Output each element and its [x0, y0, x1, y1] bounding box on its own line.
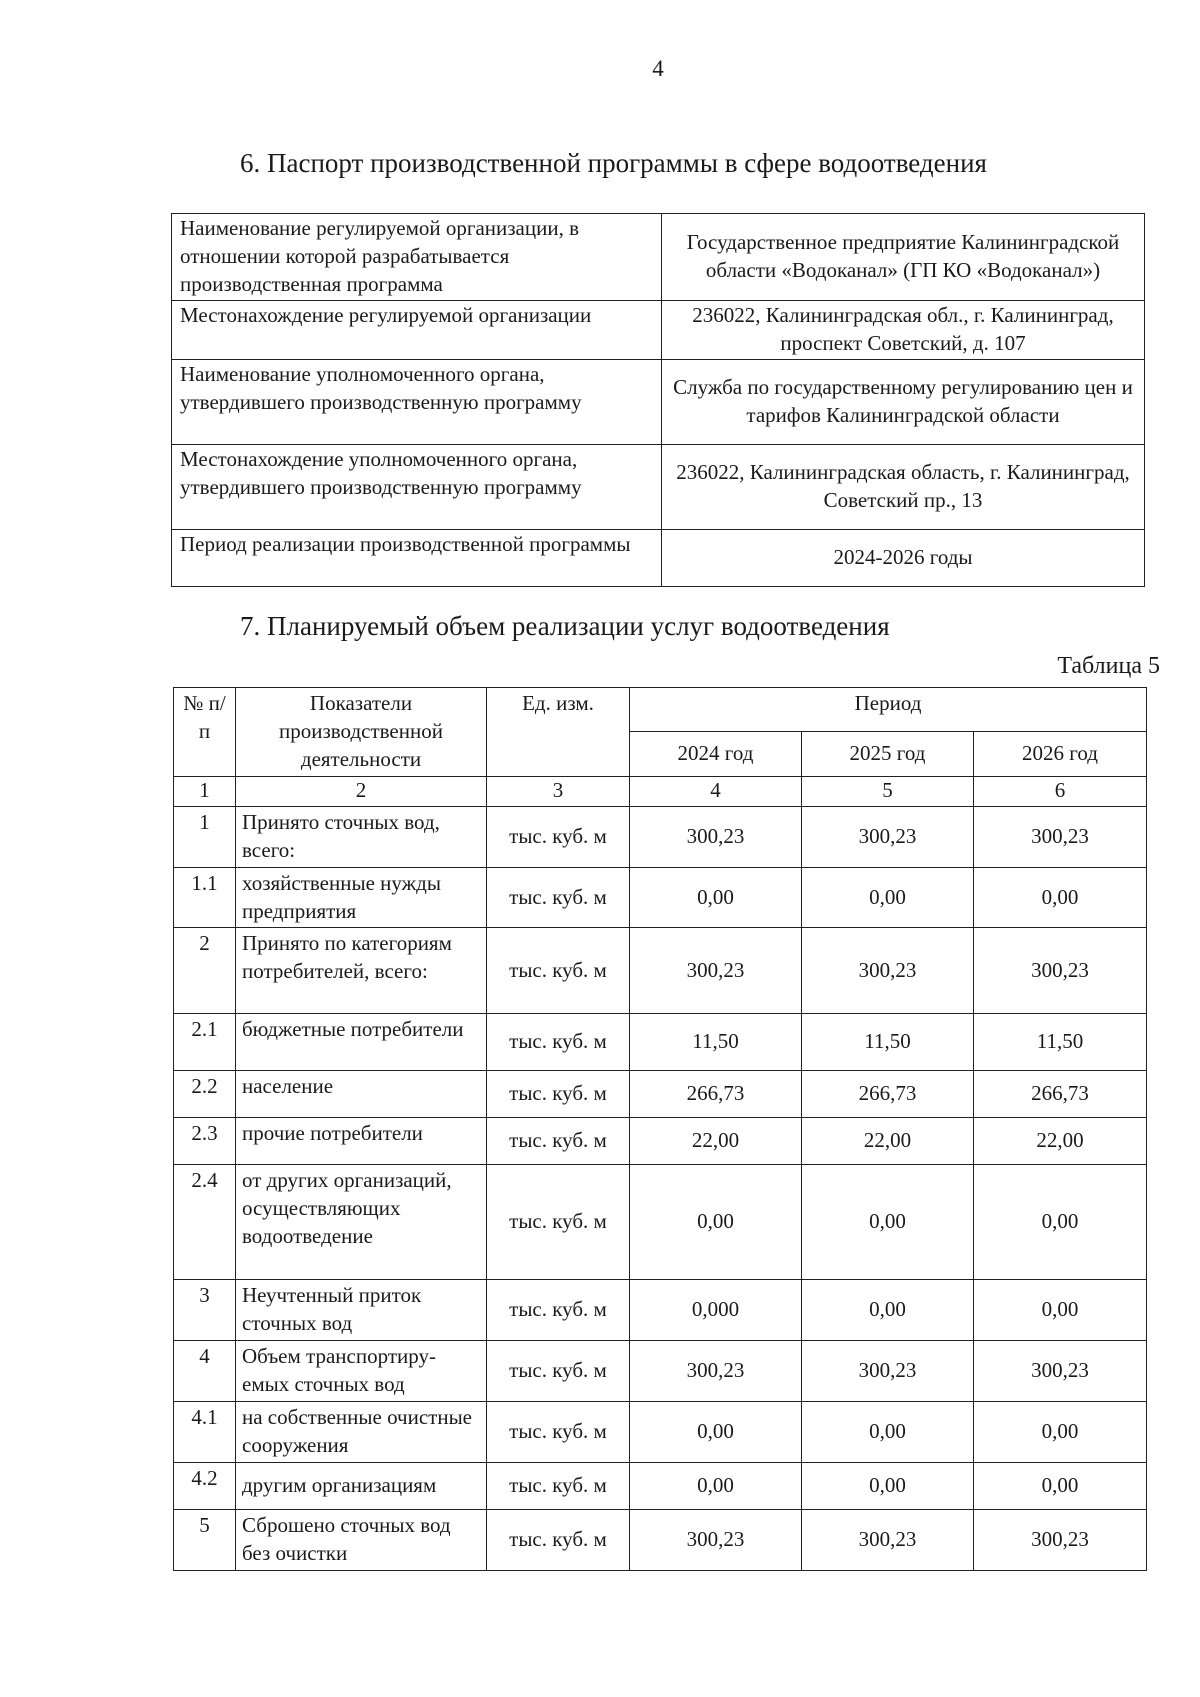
value-2024: 300,23 [630, 1509, 802, 1570]
row-number: 4.1 [174, 1402, 236, 1463]
column-numbers-row [174, 776, 1147, 806]
value-2024: 300,23 [630, 806, 802, 867]
table-row [174, 1509, 1147, 1570]
value-2025: 0,00 [802, 1280, 974, 1341]
passport-label: Местонахождение регулируемой организации [172, 300, 662, 359]
value-2024: 0,00 [630, 867, 802, 928]
value-2025: 300,23 [802, 806, 974, 867]
row-unit: тыс. куб. м [487, 928, 630, 1014]
value-2026: 300,23 [974, 806, 1147, 867]
column-number: 2 [236, 776, 487, 806]
row-name: Принято сточных вод, всего: [236, 806, 487, 867]
row-unit: тыс. куб. м [487, 1280, 630, 1341]
table-row [174, 1014, 1147, 1071]
value-2025: 0,00 [802, 1165, 974, 1280]
row-number: 5 [174, 1509, 236, 1570]
passport-table [171, 213, 1145, 587]
row-name: Сброшено сточных вод без очистки [236, 1509, 487, 1570]
header-year: 2025 год [802, 732, 974, 776]
passport-row [172, 300, 1145, 359]
passport-label: Наименование уполномоченного органа, утвердившего производственную программу [172, 359, 662, 444]
row-unit: тыс. куб. м [487, 806, 630, 867]
value-2026: 0,00 [974, 867, 1147, 928]
value-2024: 0,000 [630, 1280, 802, 1341]
value-2026: 0,00 [974, 1165, 1147, 1280]
column-number: 1 [174, 776, 236, 806]
passport-row [172, 529, 1145, 586]
value-2026: 0,00 [974, 1462, 1147, 1509]
column-number: 4 [630, 776, 802, 806]
section-7-title: 7. Планируемый объем реализации услуг водоотведения [240, 611, 890, 641]
value-2025: 300,23 [802, 1341, 974, 1402]
table-row [174, 1462, 1147, 1509]
row-unit: тыс. куб. м [487, 1462, 630, 1509]
value-2025: 11,50 [802, 1014, 974, 1071]
row-number: 4.2 [174, 1462, 236, 1509]
header-indicator: Показатели производственной деятельности [236, 688, 487, 777]
header-year: 2026 год [974, 732, 1147, 776]
row-name: на собственные очистные сооружения [236, 1402, 487, 1463]
value-2025: 300,23 [802, 1509, 974, 1570]
row-unit: тыс. куб. м [487, 1165, 630, 1280]
value-2025: 22,00 [802, 1118, 974, 1165]
row-number: 2.2 [174, 1071, 236, 1118]
value-2025: 0,00 [802, 867, 974, 928]
header-period: Период [630, 688, 1147, 732]
column-number: 3 [487, 776, 630, 806]
row-number: 1 [174, 806, 236, 867]
value-2024: 11,50 [630, 1014, 802, 1071]
row-unit: тыс. куб. м [487, 1071, 630, 1118]
table-row [174, 928, 1147, 1014]
column-number: 5 [802, 776, 974, 806]
row-number: 1.1 [174, 867, 236, 928]
row-number: 2.3 [174, 1118, 236, 1165]
value-2024: 300,23 [630, 928, 802, 1014]
row-name: другим организациям [236, 1462, 487, 1509]
row-number: 2.4 [174, 1165, 236, 1280]
table-caption: Таблица 5 [1057, 653, 1160, 679]
table-row [174, 1165, 1147, 1280]
passport-row [172, 214, 1145, 301]
passport-row [172, 359, 1145, 444]
passport-label: Местонахождение уполномоченного органа, утвердившего производственную программу [172, 444, 662, 529]
passport-value: 2024-2026 годы [662, 529, 1145, 586]
value-2024: 22,00 [630, 1118, 802, 1165]
value-2026: 11,50 [974, 1014, 1147, 1071]
value-2025: 300,23 [802, 928, 974, 1014]
row-unit: тыс. куб. м [487, 1341, 630, 1402]
row-name: прочие потребители [236, 1118, 487, 1165]
row-name: Принято по категориям потребителей, всего: [236, 928, 487, 1014]
table-row [174, 1071, 1147, 1118]
value-2024: 266,73 [630, 1071, 802, 1118]
row-unit: тыс. куб. м [487, 1014, 630, 1071]
row-name: Объем транспортиру-емых сточных вод [236, 1341, 487, 1402]
table-row [174, 1402, 1147, 1463]
table-row [174, 1118, 1147, 1165]
row-name: хозяйственные нужды предприятия [236, 867, 487, 928]
column-number: 6 [974, 776, 1147, 806]
table-row [174, 806, 1147, 867]
value-2024: 300,23 [630, 1341, 802, 1402]
row-unit: тыс. куб. м [487, 1402, 630, 1463]
row-number: 2.1 [174, 1014, 236, 1071]
row-number: 4 [174, 1341, 236, 1402]
value-2024: 0,00 [630, 1462, 802, 1509]
volume-table [173, 687, 1147, 1571]
row-unit: тыс. куб. м [487, 1509, 630, 1570]
passport-label: Наименование регулируемой организации, в отношении которой разрабатывается производственная программа [172, 214, 662, 301]
row-name: от других организаций, осуществляющих водоотведение [236, 1165, 487, 1280]
header-unit: Ед. изм. [487, 688, 630, 777]
row-name: Неучтенный приток сточных вод [236, 1280, 487, 1341]
passport-value: 236022, Калининградская область, г. Калининград, Советский пр., 13 [662, 444, 1145, 529]
value-2026: 0,00 [974, 1402, 1147, 1463]
table-row [174, 1341, 1147, 1402]
value-2026: 266,73 [974, 1071, 1147, 1118]
passport-label: Период реализации производственной программы [172, 529, 662, 586]
row-number: 2 [174, 928, 236, 1014]
value-2025: 266,73 [802, 1071, 974, 1118]
passport-value: Служба по государственному регулированию цен и тарифов Калининградской области [662, 359, 1145, 444]
section-6-title: 6. Паспорт производственной программы в сфере водоотведения [240, 148, 987, 178]
table-row [174, 867, 1147, 928]
value-2026: 0,00 [974, 1280, 1147, 1341]
row-unit: тыс. куб. м [487, 867, 630, 928]
value-2026: 300,23 [974, 928, 1147, 1014]
table-row [174, 1280, 1147, 1341]
header-year: 2024 год [630, 732, 802, 776]
value-2024: 0,00 [630, 1165, 802, 1280]
value-2025: 0,00 [802, 1402, 974, 1463]
row-number: 3 [174, 1280, 236, 1341]
passport-row [172, 444, 1145, 529]
row-name: бюджетные потребители [236, 1014, 487, 1071]
row-unit: тыс. куб. м [487, 1118, 630, 1165]
passport-value: Государственное предприятие Калининградской области «Водоканал» (ГП КО «Водоканал») [662, 214, 1145, 301]
value-2025: 0,00 [802, 1462, 974, 1509]
value-2026: 22,00 [974, 1118, 1147, 1165]
value-2024: 0,00 [630, 1402, 802, 1463]
passport-value: 236022, Калининградская обл., г. Калининград, проспект Советский, д. 107 [662, 300, 1145, 359]
header-num: № п/п [174, 688, 236, 777]
header-row [174, 688, 1147, 732]
page-number: 4 [652, 56, 664, 81]
row-name: население [236, 1071, 487, 1118]
value-2026: 300,23 [974, 1509, 1147, 1570]
value-2026: 300,23 [974, 1341, 1147, 1402]
